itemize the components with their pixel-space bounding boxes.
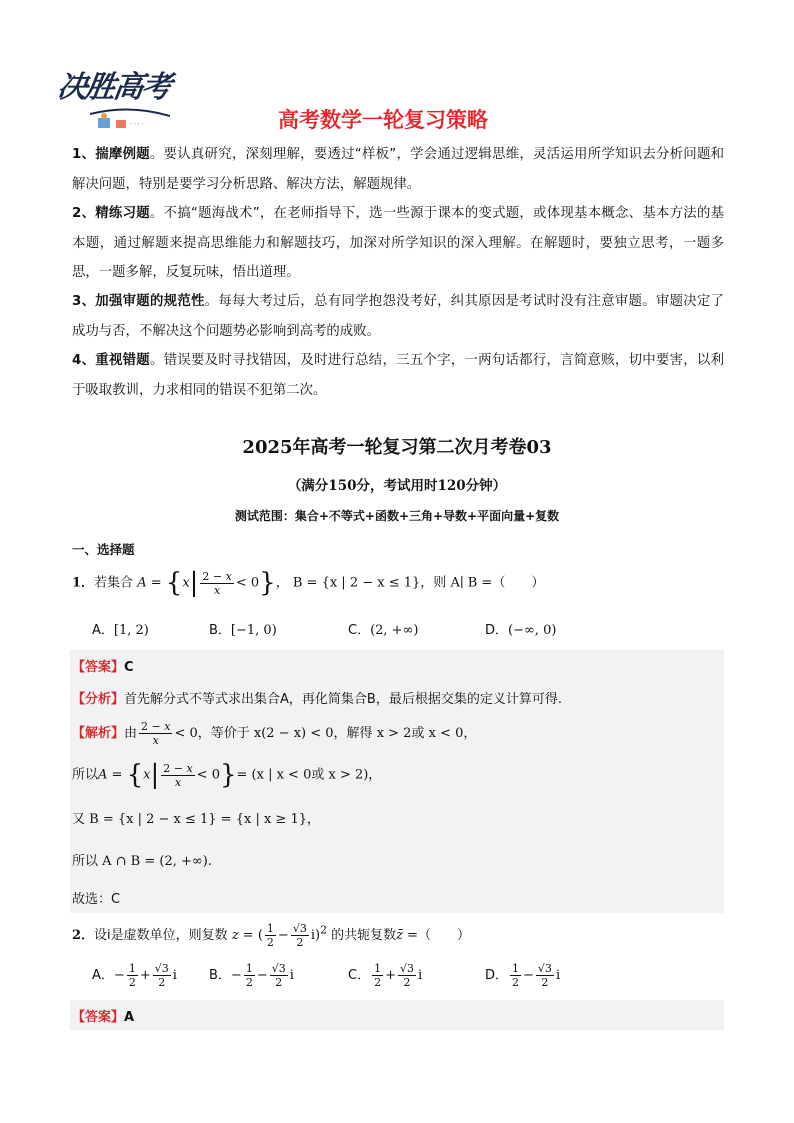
q1-solution-line-4: 所以 A ∩ B = (2, +∞). [72, 854, 212, 869]
q1-answer: 【答案】C [72, 660, 134, 675]
logo-text: 决胜高考 [55, 70, 172, 105]
strategy-item-3: 3、加强审题的规范性。每每大考过后，总有同学抱怨没考好，纠其原因是考试时没有注意审题。审题决定了成功与否，不解决这个问题势必影响到高考的成败。 [72, 294, 724, 339]
q2-option-a[interactable]: A．− $\frac{1}{2}$ + $\frac{√3}{2}$ i [92, 962, 177, 989]
q1-solution-line-2: 所以A = {x| $\frac{2 - x}{x}$ < 0}= (x | x < 0或 x > 2)， [72, 760, 382, 790]
q1-analysis: 【分析】首先解分式不等式求出集合A，再化简集合B，最后根据交集的定义计算可得. [72, 692, 562, 707]
q1-option-a[interactable]: A．[1, 2) [92, 623, 149, 638]
svg-text:· · · ·: · · · · [130, 121, 144, 128]
exam-subtitle: （满分150分，考试用时120分钟） [287, 478, 507, 494]
strategy-item-4: 4、重视错题。错误要及时寻找错因，及时进行总结，三五个字，一两句话都行，言简意赅，切中要害，以利于吸取教训，力求相同的错误不犯第二次。 [72, 353, 725, 398]
q1-solution-line-1: 【解析】由 $\frac{2 - x}{x}$ < 0，等价于 x(2 − x) < 0，解得 x > 2或 x < 0， [72, 720, 477, 747]
exam-title: 2025年高考一轮复习第二次月考卷03 [242, 437, 552, 458]
q1-option-c[interactable]: C．(2, +∞) [348, 623, 419, 638]
q2-option-b[interactable]: B．− $\frac{1}{2}$ − $\frac{√3}{2}$ i [209, 962, 294, 989]
strategy-item-2: 2、精练习题。不搞“题海战术”，在老师指导下，选一些源于课本的变式题，或体现基本概念、基本方法的基本题，通过解题来提高思维能力和解题技巧，加深对所学知识的深入理解。在解题时，要独立思考，一题多思，一题多解，反复玩味，悟出道理。 [72, 206, 725, 280]
page-title: 高考数学一轮复习策略 [278, 108, 488, 132]
q1-solution-line-3: 又 B = {x | 2 − x ≤ 1} = {x | x ≥ 1}， [72, 812, 320, 827]
q2-answer-panel [70, 1000, 724, 1030]
q2-option-d[interactable]: D． $\frac{1}{2}$ − $\frac{√3}{2}$ i [485, 962, 561, 989]
strategy-item-1: 1、揣摩例题。要认真研究，深刻理解，要透过“样板”，学会通过逻辑思维，灵活运用所学知识去分析问题和解决问题，特别是要学习分析思路、解决方法，解题规律。 [72, 147, 725, 192]
q2-option-c[interactable]: C． $\frac{1}{2}$ + $\frac{√3}{2}$ i [348, 962, 423, 989]
q2-answer: 【答案】A [72, 1010, 135, 1025]
q1-option-d[interactable]: D．(−∞, 0) [485, 623, 557, 638]
logo-illustration [90, 108, 170, 130]
question-2-stem: 2．设i是虚数单位，则复数 z = ( $\frac{1}{2}$ − $\frac{√3}{2}$ i)$^2$ 的共轭复数z̄ =（ ） [72, 922, 471, 949]
question-1-stem: 1．若集合 A = {x| $\frac{2 - x}{x}$ < 0}， B = {x | 2 − x ≤ 1}，则 A∣ B =（ ） [72, 568, 545, 598]
q1-option-b[interactable]: B．[−1, 0) [209, 623, 277, 638]
exam-range: 测试范围：集合+不等式+函数+三角+导数+平面向量+复数 [234, 509, 560, 523]
section-title: 一、选择题 [72, 542, 135, 557]
q1-choice: 故选：C [72, 892, 121, 907]
logo [55, 62, 178, 134]
